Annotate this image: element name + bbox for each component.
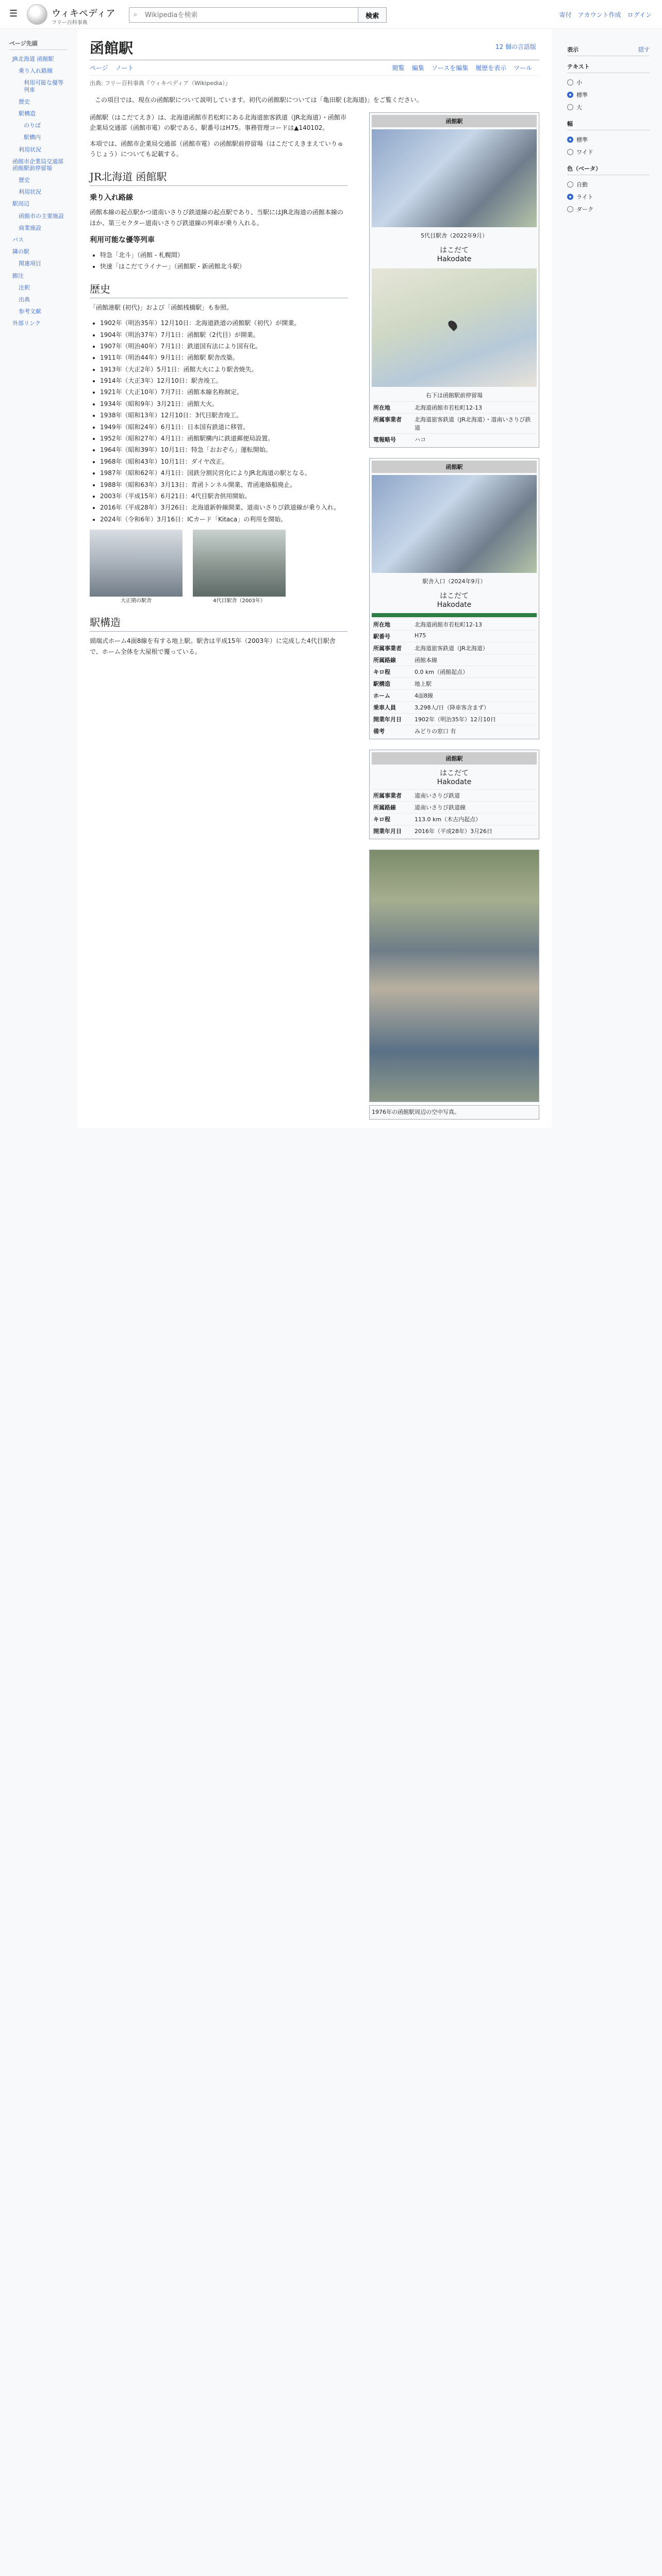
table-row — [372, 642, 537, 654]
row-value: 4面8線 — [413, 690, 537, 702]
radio-icon — [567, 206, 573, 212]
row-value: 北海道函館市若松町12-13 — [413, 402, 537, 414]
toc-item[interactable]: 利用状況 — [19, 189, 41, 196]
search-box — [129, 7, 387, 23]
thumbnail-caption: 4代目駅舎（2003年） — [213, 598, 266, 604]
option-label: 小 — [576, 79, 582, 86]
toc-item[interactable]: 関連項目 — [19, 260, 41, 267]
toc-item[interactable]: 注釈 — [19, 284, 30, 291]
row-value: 道南いさりび鉄道 — [413, 790, 537, 802]
table-row — [372, 825, 537, 837]
map-caption: 右下は函館駅前停留場 — [426, 392, 483, 399]
list-item: • 1938年（昭和13年）12月10日：3代目駅舎竣工。 — [100, 410, 347, 420]
user-links — [553, 10, 652, 19]
list-item: • 2016年（平成28年）3月26日：北海道新幹線開業、道南いさりび鉄道線が乗り入れ。 — [100, 502, 347, 513]
list-item: • 1904年（明治37年）7月1日：函館駅（2代目）が開業。 — [100, 330, 347, 340]
list-item: • 1964年（昭和39年）10月1日：特急「おおぞら」運転開始。 — [100, 445, 347, 455]
article-body — [90, 112, 347, 1120]
location-map[interactable] — [372, 268, 537, 387]
radio-icon — [567, 92, 573, 98]
page-title: 函館駅 — [90, 37, 539, 60]
infobox-column — [369, 112, 539, 1120]
name-en: Hakodate — [437, 601, 472, 609]
row-key: ホーム — [372, 690, 413, 702]
row-key: キロ程 — [372, 666, 413, 678]
appearance-panel — [562, 29, 655, 226]
infobox — [369, 112, 539, 448]
radio-icon — [567, 79, 573, 86]
radio-option[interactable] — [567, 203, 650, 215]
list-item: • 1921年（大正10年）7月7日：函館本線名称制定。 — [100, 387, 347, 397]
user-link[interactable]: 寄付 — [559, 11, 572, 19]
wordmark[interactable]: ウィキペディア — [52, 8, 115, 19]
station-photo[interactable] — [90, 530, 183, 597]
row-value: 北海道旅客鉄道（JR北海道）・道南いさりび鉄道 — [413, 414, 537, 434]
row-value: ハコ — [413, 434, 537, 446]
list-item: • 1911年（明治44年）9月1日：函館駅 駅舎改築。 — [100, 352, 347, 363]
from-line: 出典: フリー百科事典『ウィキペディア（Wikipedia）』 — [90, 80, 231, 87]
table-row — [372, 654, 537, 666]
toc-item[interactable]: 駅構内 — [24, 134, 41, 141]
infobox — [369, 750, 539, 839]
table-row — [372, 402, 537, 414]
row-key: 乗車人員 — [372, 702, 413, 714]
list-item: • 2024年（令和6年）3月16日：ICカード「Kitaca」の利用を開始。 — [100, 514, 347, 524]
toc-item[interactable]: 乗り入れ路線 — [19, 67, 53, 75]
row-key: 所属事業者 — [372, 790, 413, 802]
row-value: 3,298人/日（降車客含まず） — [413, 702, 537, 714]
toc-item[interactable]: 函館市の主要施設 — [19, 212, 64, 219]
table-row — [372, 802, 537, 814]
row-key: キロ程 — [372, 814, 413, 825]
row-key: 所属事業者 — [372, 642, 413, 654]
row-key: 所属路線 — [372, 802, 413, 814]
station-name — [372, 765, 537, 789]
list-item: • 1913年（大正2年）5月1日：函館大火により駅舎焼失。 — [100, 364, 347, 375]
table-row — [372, 814, 537, 825]
list-item: • 特急「北斗」（函館 - 札幌間） — [100, 250, 347, 260]
toc-item[interactable]: 利用可能な優等列車 — [24, 79, 63, 93]
user-link[interactable]: アカウント作成 — [577, 11, 621, 19]
radio-icon — [567, 104, 573, 110]
color-heading: 色（ベータ） — [567, 164, 650, 175]
section-heading: JR北海道 函館駅 — [90, 168, 347, 186]
infobox-title: 函館駅 — [372, 752, 537, 765]
intro-paragraph: 函館駅（はこだてえき）は、北海道函館市若松町にある北海道旅客鉄道（JR北海道）・函館市企業局交通部（函館市電）の駅である。駅番号はH75。事務管理コードは▲140102。 — [90, 114, 346, 132]
list-item: • 1902年（明治35年）12月10日：北海道鉄道の函館駅（初代）が開業。 — [100, 318, 347, 328]
row-key: 所在地 — [372, 619, 413, 631]
list-item: • 1914年（大正3年）12月10日：駅舎竣工。 — [100, 376, 347, 386]
subsection-heading: 乗り入れ路線 — [90, 193, 133, 202]
toc-item[interactable]: バス — [12, 236, 24, 243]
row-value: 2016年（平成28年）3月26日 — [413, 825, 537, 837]
list-item: • 1988年（昭和63年）3月13日：青函トンネル開業、青函連絡船廃止。 — [100, 480, 347, 490]
subsection-heading: 利用可能な優等列車 — [90, 236, 155, 245]
row-value: 函館本線 — [413, 654, 537, 666]
main-content — [77, 29, 552, 1128]
tab[interactable]: ツール — [514, 64, 532, 72]
infobox — [369, 458, 539, 739]
row-key: 所在地 — [372, 402, 413, 414]
list-item: • 1907年（明治40年）7月1日：鉄道国有法により国有化。 — [100, 341, 347, 351]
toc-item[interactable]: 函館市企業局交通部 函館駅前停留場 — [12, 158, 63, 172]
toc-item[interactable]: 出典 — [19, 296, 30, 303]
table-row — [372, 690, 537, 702]
tab[interactable]: 閲覧 — [392, 64, 405, 72]
table-row — [372, 434, 537, 446]
tagline: フリー百科事典 — [52, 20, 88, 26]
infobox-title: 函館駅 — [372, 115, 537, 127]
radio-icon — [567, 181, 573, 188]
list-item: • 2003年（平成15年）6月21日：4代目駅舎供用開始。 — [100, 491, 347, 501]
thumbnail-row — [90, 530, 347, 605]
tab[interactable]: 履歴を表示 — [475, 64, 507, 72]
row-value: 1902年（明治35年）12月10日 — [413, 714, 537, 725]
option-label: 標準 — [576, 92, 588, 98]
structure-paragraph: 頭端式ホーム4面8線を有する地上駅。駅舎は平成15年（2003年）に完成した4代目駅舎で、ホーム全体を大屋根で覆っている。 — [90, 637, 336, 655]
wikipedia-logo[interactable] — [27, 4, 47, 25]
station-name — [372, 242, 537, 266]
station-photo[interactable] — [372, 475, 537, 573]
table-row — [372, 666, 537, 678]
search-icon: ⌕ — [134, 11, 138, 19]
header — [0, 0, 662, 29]
line-color-bar — [372, 613, 537, 617]
row-value: 北海道旅客鉄道（JR北海道） — [413, 642, 537, 654]
section-heading: 歴史 — [90, 280, 347, 298]
row-value: みどりの窓口 有 — [413, 725, 537, 737]
table-row — [372, 414, 537, 434]
tab[interactable]: ソースを編集 — [431, 64, 469, 72]
station-photo[interactable] — [193, 530, 286, 597]
toc-item[interactable]: 駅周辺 — [12, 200, 29, 208]
toc-item[interactable]: 歴史 — [19, 177, 30, 184]
name-en: Hakodate — [437, 255, 472, 263]
row-key: 駅番号 — [372, 631, 413, 642]
list-item: • 快速「はこだてライナー」（函館駅 - 新函館北斗駅） — [100, 261, 347, 272]
row-value: 道南いさりび鉄道線 — [413, 802, 537, 814]
panel-heading — [567, 45, 650, 56]
width-heading: 幅 — [567, 120, 650, 130]
row-key: 開業年月日 — [372, 825, 413, 837]
radio-option[interactable] — [567, 89, 650, 101]
map-pin-icon — [446, 319, 459, 331]
search-button[interactable]: 検索 — [358, 7, 387, 23]
tab[interactable]: ノート — [115, 64, 134, 72]
infobox-table — [372, 789, 537, 837]
radio-option[interactable] — [567, 146, 650, 158]
history-list — [100, 318, 347, 524]
photo-caption: 5代目駅舎（2022年9月） — [421, 232, 488, 239]
row-key: 備考 — [372, 725, 413, 737]
option-label: 自動 — [576, 181, 588, 188]
table-row — [372, 619, 537, 631]
name-en: Hakodate — [437, 778, 472, 786]
express-list — [100, 250, 347, 272]
list-item: • 1968年（昭和43年）10月1日：ダイヤ改正。 — [100, 456, 347, 467]
table-of-contents — [0, 29, 67, 330]
option-label: ダーク — [576, 206, 593, 213]
radio-icon — [567, 149, 573, 155]
menu-icon[interactable]: ☰ — [9, 8, 18, 19]
row-key: 電報略号 — [372, 434, 413, 446]
table-row — [372, 678, 537, 690]
language-button[interactable]: 12 個の言語版 — [495, 43, 536, 50]
table-row — [372, 702, 537, 714]
table-row — [372, 714, 537, 725]
row-value: 北海道函館市若松町12-13 — [413, 619, 537, 631]
toc-item[interactable]: のりば — [24, 122, 41, 129]
toc-item[interactable]: 参考文献 — [19, 308, 41, 315]
toc-item[interactable]: 外部リンク — [12, 320, 41, 327]
toc-item[interactable]: 歴史 — [19, 98, 30, 105]
row-value: 地上駅 — [413, 678, 537, 690]
panel-title: 表示 — [567, 46, 578, 53]
hatnote: この項目では、現在の函館駅について説明しています。初代の函館駅については「亀田駅 (北海道)」をご覧ください。 — [95, 96, 423, 104]
radio-option[interactable] — [567, 101, 650, 113]
name-jp: はこだて — [440, 246, 469, 255]
tab[interactable]: ページ — [90, 64, 108, 72]
station-name — [372, 587, 537, 612]
toc-item[interactable]: 利用状況 — [19, 146, 41, 153]
radio-option[interactable] — [567, 76, 650, 89]
option-label: ライト — [576, 194, 593, 200]
option-label: 標準 — [576, 137, 588, 143]
intro-paragraph: 本項では、函館市企業局交通部（函館市電）の函館駅前停留場（はこだてえきまえていりゅうじょう）についても記載する。 — [90, 140, 344, 158]
page-tabs — [90, 60, 539, 76]
list-item: • 1934年（昭和9年）3月21日：函館大火。 — [100, 399, 347, 409]
infobox-table — [372, 401, 537, 445]
text-size-heading: テキスト — [567, 62, 650, 73]
row-key: 所属路線 — [372, 654, 413, 666]
list-item: • 1952年（昭和27年）4月1日：函館駅構内に鉄道郵便局設置。 — [100, 433, 347, 444]
row-key: 所属事業者 — [372, 414, 413, 434]
table-row — [372, 725, 537, 737]
hide-link[interactable]: 隠す — [638, 46, 650, 53]
history-note: 「函館港駅 (初代)」および「函館桟橋駅」も参照。 — [90, 303, 233, 311]
station-photo[interactable] — [372, 129, 537, 227]
radio-option[interactable] — [567, 178, 650, 191]
infobox-title: 函館駅 — [372, 461, 537, 473]
user-link[interactable]: ログイン — [627, 11, 652, 19]
toc-item[interactable]: 脚注 — [12, 272, 24, 279]
option-label: 大 — [576, 104, 582, 111]
row-value: H75 — [413, 631, 537, 642]
option-label: ワイド — [576, 149, 593, 156]
section-heading: 駅構造 — [90, 614, 347, 632]
name-jp: はこだて — [440, 592, 469, 600]
table-row — [372, 790, 537, 802]
search-input[interactable] — [145, 10, 341, 20]
name-jp: はこだて — [440, 769, 469, 777]
toc-item[interactable]: 隣の駅 — [12, 248, 29, 256]
tab[interactable]: 編集 — [411, 64, 424, 72]
toc-heading[interactable]: ページ先頭 — [9, 39, 67, 50]
row-value: 113.0 km（木古内起点） — [413, 814, 537, 825]
list-item: • 1987年（昭和62年）4月1日：国鉄分割民営化によりJR北海道の駅となる。 — [100, 468, 347, 478]
aerial-photo[interactable] — [369, 850, 539, 1102]
radio-option[interactable] — [567, 133, 650, 146]
toc-item[interactable]: 商業施設 — [19, 224, 41, 231]
row-key: 駅構造 — [372, 678, 413, 690]
row-value: 0.0 km（函館起点） — [413, 666, 537, 678]
aerial-caption: 1976年の函館駅周辺の空中写真。 — [369, 1105, 539, 1120]
radio-option[interactable] — [567, 191, 650, 203]
list-item: • 1949年（昭和24年）6月1日：日本国有鉄道に移管。 — [100, 422, 347, 432]
thumbnail-caption: 大正期の駅舎 — [121, 598, 152, 604]
photo-caption: 駅舎入口（2024年9月） — [422, 578, 486, 585]
lines-paragraph: 函館本線の起点駅かつ道南いさりび鉄道線の起点駅であり、当駅にはJR北海道の函館本線のほか、第三セクター道南いさりび鉄道線の列車が乗り入れる。 — [90, 209, 343, 227]
radio-icon — [567, 137, 573, 143]
infobox-table — [372, 618, 537, 737]
table-row — [372, 631, 537, 642]
toc-item[interactable]: 駅構造 — [19, 110, 36, 117]
radio-icon — [567, 194, 573, 200]
toc-item[interactable]: JR北海道 函館駅 — [12, 56, 54, 62]
row-key: 開業年月日 — [372, 714, 413, 725]
